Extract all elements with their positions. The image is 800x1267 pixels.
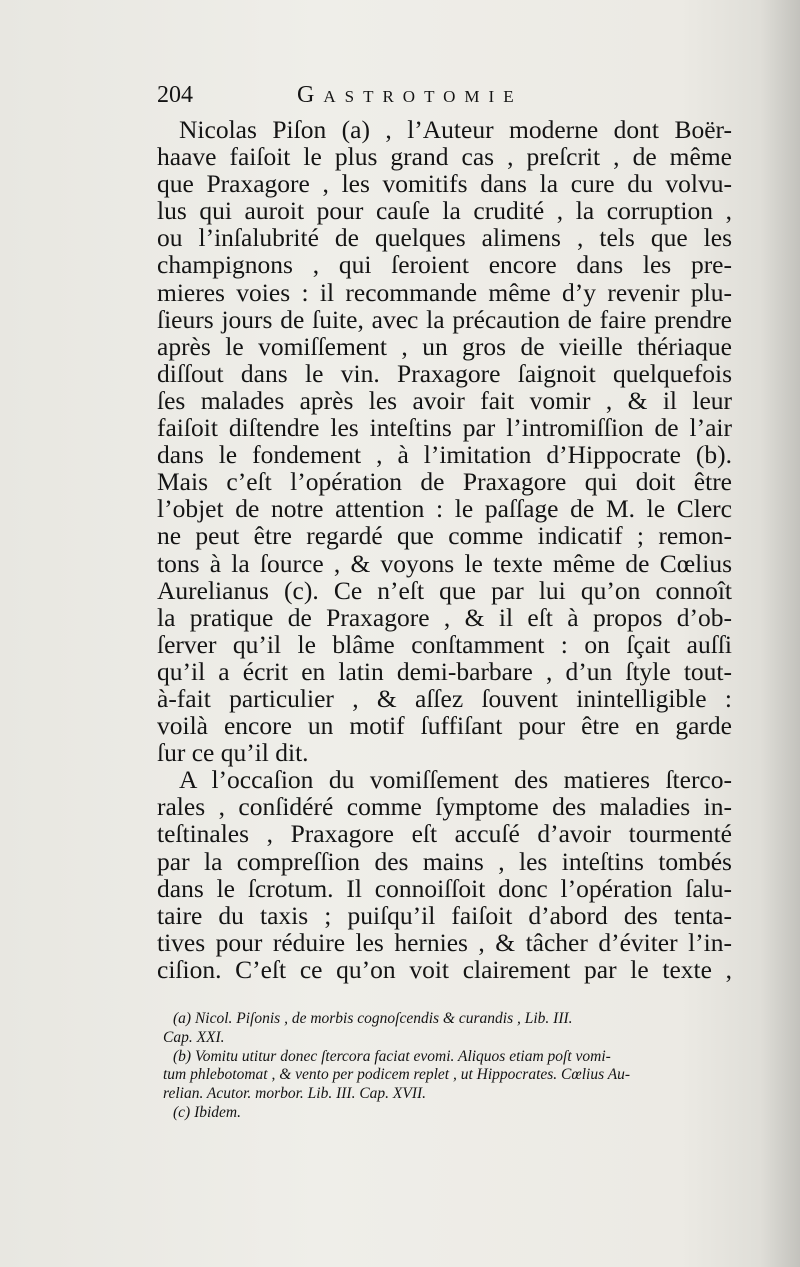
text-line: l’objet de notre attention : le paſſage de M. le Clerc: [157, 494, 732, 524]
text-line: par la compreſſion des mains , les inteſtins tombés: [157, 846, 732, 876]
text-line: tons à la ſource , & voyons le texte même de Cœlius: [157, 548, 732, 578]
text-line: ſes malades après les avoir fait vomir , & il leur: [157, 385, 732, 415]
text-line: haave faiſoit le plus grand cas , preſcrit , de même: [157, 142, 732, 172]
text-line: ne peut être regardé que comme indicatif ; remon-: [157, 521, 732, 551]
text-line: à-fait particulier , & aſſez ſouvent inintelligible :: [157, 683, 732, 713]
text-line: Mais c’eſt l’opération de Praxagore qui doit être: [157, 467, 732, 497]
text-line: tives pour réduire les hernies , & tâcher d’éviter l’in-: [157, 927, 732, 957]
text-line: champignons , qui ſeroient encore dans les pre-: [157, 250, 732, 280]
text-line: la pratique de Praxagore , & il eſt à propos d’ob-: [157, 602, 732, 632]
text-line: teſtinales , Praxagore eſt accuſé d’avoir tourmenté: [157, 819, 732, 849]
text-line: Nicolas Piſon (a) , l’Auteur moderne dont Boër-: [179, 115, 732, 144]
text-line: dans le fondement , à l’imitation d’Hippocrate (b).: [157, 440, 732, 470]
text-line: rales , conſidéré comme ſymptome des maladies in-: [157, 792, 732, 822]
text-line: ſieurs jours de ſuite, avec la précaution de faire prendre: [157, 304, 732, 334]
footnote-line: Cap. XXI.: [163, 1028, 225, 1046]
text-line: Aurelianus (c). Ce n’eſt que par lui qu’on connoît: [157, 575, 732, 605]
text-line: ciſion. C’eſt ce qu’on voit clairement par le texte ,: [157, 954, 732, 984]
footnote-line: (c) Ibidem.: [173, 1103, 241, 1121]
page-header: [157, 82, 597, 116]
text-line: qu’il a écrit en latin demi-barbare , d’un ſtyle tout-: [157, 656, 732, 686]
text-line: A l’occaſion du vomiſſement des matieres ſterco-: [179, 765, 732, 795]
footnote-line: tum phlebotomat , & vento per podicem replet , ut Hippocrates. Cœlius Au-: [163, 1066, 631, 1084]
page-edge-shadow: [760, 0, 800, 1267]
text-line: mieres voies : il recommande même d’y revenir plu-: [157, 277, 732, 307]
footnote-line: (a) Nicol. Piſonis , de morbis cognoſcendis & curandis , Lib. III.: [173, 1010, 573, 1027]
body-text: [157, 116, 732, 983]
text-line: après le vomiſſement , un gros de vieille thériaque: [157, 331, 732, 361]
text-line: voilà encore un motif ſuffiſant pour être en garde: [157, 711, 732, 741]
text-line: diſſout dans le vin. Praxagore ſaignoit quelquefois: [157, 358, 732, 388]
text-line: ſerver qu’il le blâme conſtamment : on ſçait auſſi: [157, 629, 732, 659]
text-line: lus qui auroit pour cauſe la crudité , la corruption ,: [157, 196, 732, 226]
text-line: faiſoit diſtendre les inteſtins par l’intromiſſion de l’air: [157, 413, 732, 443]
footnote-line: (b) Vomitu utitur donec ſtercora faciat evomi. Aliquos etiam poſt vomi-: [173, 1047, 611, 1065]
text-line: dans le ſcrotum. Il connoiſſoit donc l’opération ſalu-: [157, 873, 732, 903]
footnotes: [163, 1010, 728, 1123]
running-title: Gastrotomie: [297, 82, 523, 108]
page-number: 204: [157, 82, 193, 108]
footnote-line: relian. Acutor. morbor. Lib. III. Cap. XVII.: [163, 1085, 427, 1103]
text-line: ou l’inſalubrité de quelques alimens , tels que les: [157, 223, 732, 253]
text-line: que Praxagore , les vomitifs dans la cure du volvu-: [157, 169, 732, 199]
text-line: taire du taxis ; puiſqu’il faiſoit d’abord des tenta-: [157, 900, 732, 930]
text-line: ſur ce qu’il dit.: [157, 738, 309, 768]
